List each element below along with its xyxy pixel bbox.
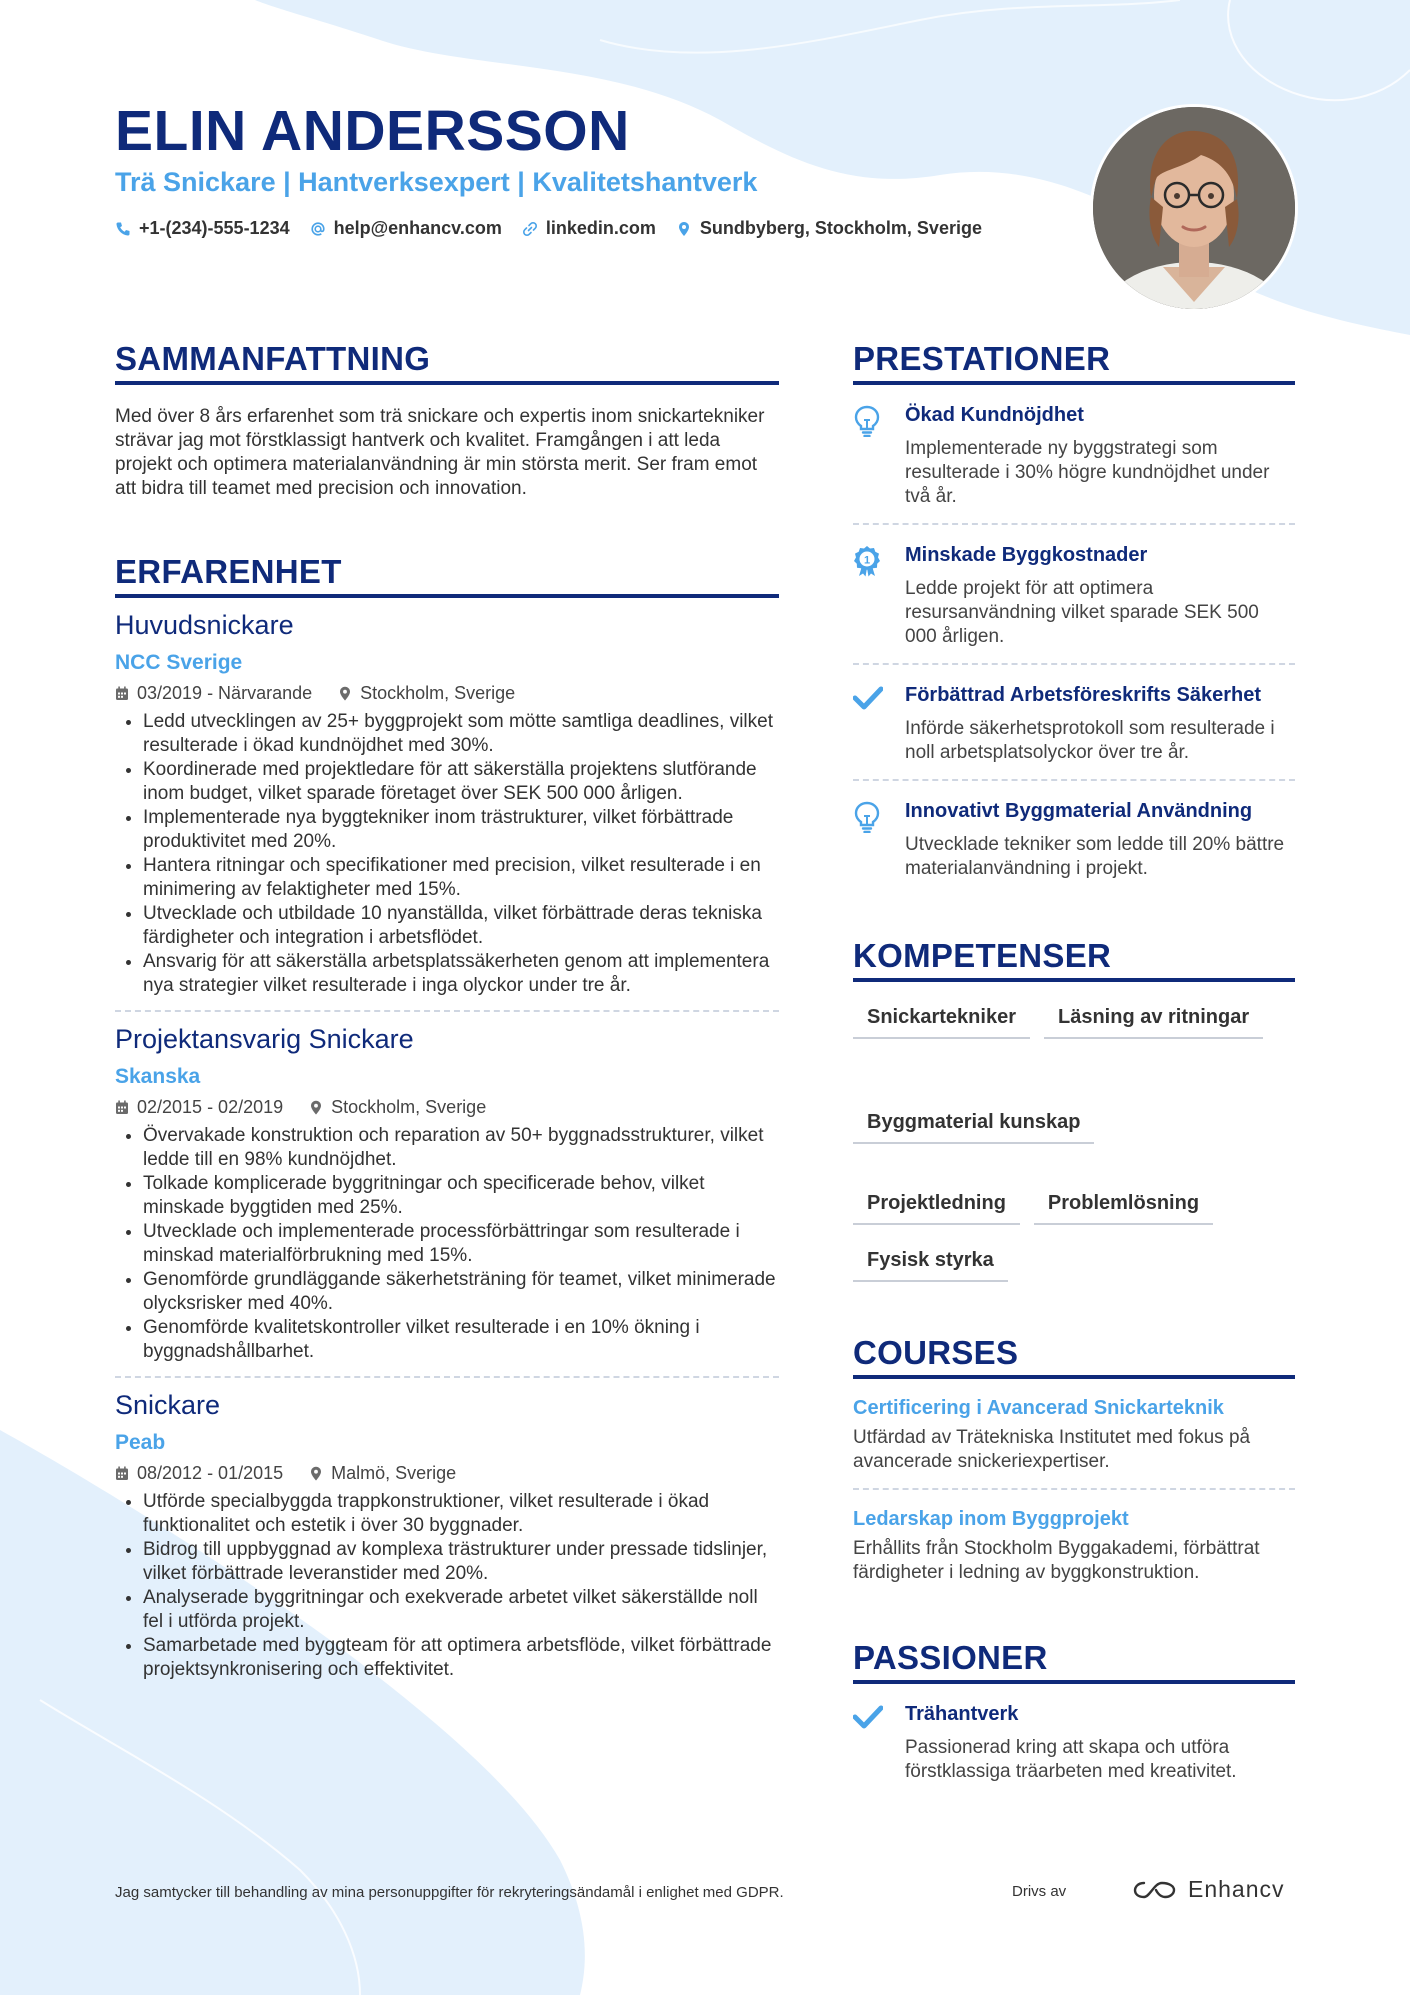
job-bullet: • Utvecklade och utbildade 10 nyanställda, vilket förbättrade deras tekniska färdigheter och integration i arbetsflödet.	[143, 902, 779, 950]
job-bullet: • Koordinerade med projektledare för att säkerställa projektens slutförande inom budget, vilket sparade företaget över SEK 500 000 årligen.	[143, 758, 779, 806]
passion-body	[905, 1702, 1295, 1784]
svg-text:1: 1	[863, 554, 871, 567]
gdpr-consent: Jag samtycker till behandling av mina personuppgifter för rekryteringsändamål i enlighet med GDPR.	[115, 1884, 784, 1901]
job-bullets	[115, 1490, 779, 1682]
job-company: Peab	[115, 1431, 166, 1454]
achievement-title: Minskade Byggkostnader	[905, 544, 1148, 566]
passion-description: Passionerad kring att skapa och utföra förstklassiga träarbeten med kreativitet.	[905, 1737, 1237, 1782]
skill-tag: Fysisk styrka	[853, 1249, 1008, 1282]
job-bullet: • Implementerade nya byggtekniker inom trästrukturer, vilket förbättrade produktivitet med 20%.	[143, 806, 779, 854]
right-column	[853, 340, 1295, 1798]
job-bullet: • Tolkade komplicerade byggritningar och specificerade behov, vilket minskade byggtiden med 25%.	[143, 1172, 779, 1220]
checkmark-icon	[853, 1702, 881, 1784]
passion-title: Trähantverk	[905, 1703, 1019, 1725]
award-badge-icon	[853, 543, 881, 649]
achievement-body	[905, 543, 1295, 649]
job-bullet: • Genomförde grundläggande säkerhetsträning för teamet, vilket minimerade olycksrisker med 40%.	[143, 1268, 779, 1316]
contact-linkedin[interactable]	[522, 218, 656, 239]
candidate-tagline: Trä Snickare | Hantverksexpert | Kvalitetshantverk	[115, 167, 758, 197]
job-bullet: • Bidrog till uppbyggnad av komplexa trästrukturer under pressade tidslinjer, vilket förbättrade leveranstider med 20%.	[143, 1538, 779, 1586]
achievement-list	[853, 385, 1295, 895]
location-pin-icon	[338, 686, 352, 701]
job-location-text: Stockholm, Sverige	[331, 1097, 487, 1117]
summary-text: Med över 8 års erfarenhet som trä snickare och expertis inom snickartekniker strävar jag mot förstklassigt hantverk och kvalitet. Framgången i att leda projekt och optimera materialanvändning är min största merit. Ser fram emot att bidra till teamet med precision och innovation.	[115, 406, 765, 499]
job-bullet: • Ledd utvecklingen av 25+ byggprojekt som mötte samtliga deadlines, vilket resulterade i ökad kundnöjdhet med 30%.	[143, 710, 779, 758]
course-description: Erhållits från Stockholm Byggakademi, förbättrat färdigheter i ledning av byggkonstruktion.	[853, 1538, 1260, 1583]
achievement-description: Ledde projekt för att optimera resursanvändning vilket sparade SEK 500 000 årligen.	[905, 578, 1259, 647]
job-company: Skanska	[115, 1065, 201, 1088]
courses-heading: COURSES	[853, 1334, 1295, 1379]
job-dates-text: 02/2015 - 02/2019	[137, 1097, 284, 1117]
job-divider	[115, 1376, 779, 1378]
passions-section	[853, 1639, 1295, 1798]
job-bullet: • Ansvarig för att säkerställa arbetsplatssäkerheten genom att implementera nya strategier vilket resulterade i inga olyckor under tre år.	[143, 950, 779, 998]
job-bullets	[115, 710, 779, 998]
course-description: Utfärdad av Trätekniska Institutet med fokus på avancerade snickeriexpertiser.	[853, 1427, 1251, 1472]
course-title: Ledarskap inom Byggprojekt	[853, 1508, 1129, 1530]
job-bullet: • Genomförde kvalitetskontroller vilket resulterade i en 10% ökning i byggnadshållbarhet.	[143, 1316, 779, 1364]
skill-tag: Snickartekniker	[853, 1006, 1030, 1039]
job-divider	[115, 1010, 779, 1012]
achievement-body	[905, 403, 1295, 509]
achievement-title: Förbättrad Arbetsföreskrifts Säkerhet	[905, 684, 1262, 706]
job-entry	[115, 1024, 779, 1378]
location-pin-icon	[309, 1466, 323, 1481]
profile-photo	[1090, 104, 1298, 312]
job-bullet: • Utförde specialbyggda trappkonstruktioner, vilket resulterade i ökad funktionalitet och estetik i över 30 byggnader.	[143, 1490, 779, 1538]
job-bullet: • Hantera ritningar och specifikationer med precision, vilket resulterade i en minimering av felaktigheter med 15%.	[143, 854, 779, 902]
infinity-logo-icon	[1132, 1878, 1178, 1902]
brand-name: Enhancv	[1188, 1876, 1285, 1902]
skill-tag: Problemlösning	[1034, 1192, 1213, 1225]
job-company: NCC Sverige	[115, 651, 243, 674]
email-text: help@enhancv.com	[333, 218, 502, 238]
achievement-item	[853, 665, 1295, 781]
job-location	[309, 1097, 486, 1118]
job-title: Projektansvarig Snickare	[115, 1024, 414, 1054]
skill-tag: Läsning av ritningar	[1044, 1006, 1263, 1039]
calendar-icon	[115, 1100, 129, 1115]
job-location	[309, 1463, 456, 1484]
phone-icon	[115, 221, 131, 237]
passion-item	[853, 1684, 1295, 1798]
linkedin-text: linkedin.com	[545, 218, 656, 238]
job-location-text: Malmö, Sverige	[331, 1463, 457, 1483]
experience-section	[115, 553, 779, 1682]
skills-heading: KOMPETENSER	[853, 937, 1295, 982]
job-bullet: • Analyserade byggritningar och exekverade arbetet vilket säkerställde noll fel i utförda projekt.	[143, 1586, 779, 1634]
summary-heading: SAMMANFATTNING	[115, 340, 779, 385]
lightbulb-icon	[853, 799, 881, 881]
job-dates-text: 03/2019 - Närvarande	[137, 683, 313, 703]
job-dates	[115, 1097, 283, 1118]
achievement-item	[853, 525, 1295, 665]
contact-bar	[115, 218, 982, 239]
checkmark-icon	[853, 683, 881, 765]
job-meta	[115, 1097, 779, 1118]
achievement-title: Innovativt Byggmaterial Användning	[905, 800, 1253, 822]
job-entry	[115, 610, 779, 1012]
job-meta	[115, 683, 779, 704]
job-dates-text: 08/2012 - 01/2015	[137, 1463, 284, 1483]
course-title: Certificering i Avancerad Snickarteknik	[853, 1397, 1224, 1419]
skill-tag: Byggmaterial kunskap	[853, 1111, 1094, 1144]
achievements-section	[853, 340, 1295, 895]
calendar-icon	[115, 686, 129, 701]
candidate-name: ELIN ANDERSSON	[115, 99, 630, 163]
skill-tag: Projektledning	[853, 1192, 1020, 1225]
contact-location	[676, 218, 982, 239]
location-pin-icon	[309, 1100, 323, 1115]
job-meta	[115, 1463, 779, 1484]
achievement-title: Ökad Kundnöjdhet	[905, 404, 1084, 426]
job-location-text: Stockholm, Sverige	[360, 683, 516, 703]
achievement-body	[905, 683, 1295, 765]
passion-list	[853, 1684, 1295, 1798]
experience-heading: ERFARENHET	[115, 553, 779, 598]
left-column	[115, 340, 779, 1682]
passions-heading: PASSIONER	[853, 1639, 1295, 1684]
contact-phone[interactable]	[115, 218, 290, 239]
courses-section	[853, 1334, 1295, 1599]
achievement-body	[905, 799, 1295, 881]
powered-by-label: Drivs av	[1012, 1883, 1067, 1900]
summary-section	[115, 340, 779, 501]
job-bullet: • Samarbetade med byggteam för att optimera arbetsflöde, vilket förbättrade projektsynkronisering och effektivitet.	[143, 1634, 779, 1682]
job-title: Snickare	[115, 1390, 221, 1420]
achievements-heading: PRESTATIONER	[853, 340, 1295, 385]
location-pin-icon	[676, 221, 692, 237]
course-list	[853, 1379, 1295, 1599]
at-sign-icon	[310, 221, 326, 237]
job-bullets	[115, 1124, 779, 1364]
achievement-item	[853, 385, 1295, 525]
enhancv-logo[interactable]	[1132, 1876, 1285, 1903]
achievement-description: Utvecklade tekniker som ledde till 20% bättre materialanvändning i projekt.	[905, 834, 1285, 879]
job-list	[115, 610, 779, 1682]
job-dates	[115, 683, 312, 704]
job-bullet: • Utvecklade och implementerade processförbättringar som resulterade i minskad materialförbrukning med 15%.	[143, 1220, 779, 1268]
calendar-icon	[115, 1466, 129, 1481]
lightbulb-icon	[853, 403, 881, 509]
job-dates	[115, 1463, 283, 1484]
link-icon	[522, 221, 538, 237]
course-item	[853, 1379, 1295, 1490]
achievement-description: Införde säkerhetsprotokoll som resulterade i noll arbetsplatsolyckor över tre år.	[905, 718, 1275, 763]
contact-email[interactable]	[310, 218, 502, 239]
course-item	[853, 1490, 1295, 1599]
job-title: Huvudsnickare	[115, 610, 294, 640]
skills-section	[853, 937, 1295, 1282]
job-entry	[115, 1390, 779, 1682]
achievement-item	[853, 781, 1295, 895]
portrait-illustration	[1093, 107, 1295, 309]
phone-text: +1-(234)-555-1234	[139, 218, 290, 238]
achievement-description: Implementerade ny byggstrategi som resulterade i 30% högre kundnöjdhet under två år.	[905, 438, 1270, 507]
job-bullet: • Övervakade konstruktion och reparation av 50+ byggnadsstrukturer, vilket ledde till en 98% kundnöjdhet.	[143, 1124, 779, 1172]
location-text: Sundbyberg, Stockholm, Sverige	[699, 218, 982, 238]
skill-list	[853, 1006, 1295, 1282]
job-location	[338, 683, 515, 704]
